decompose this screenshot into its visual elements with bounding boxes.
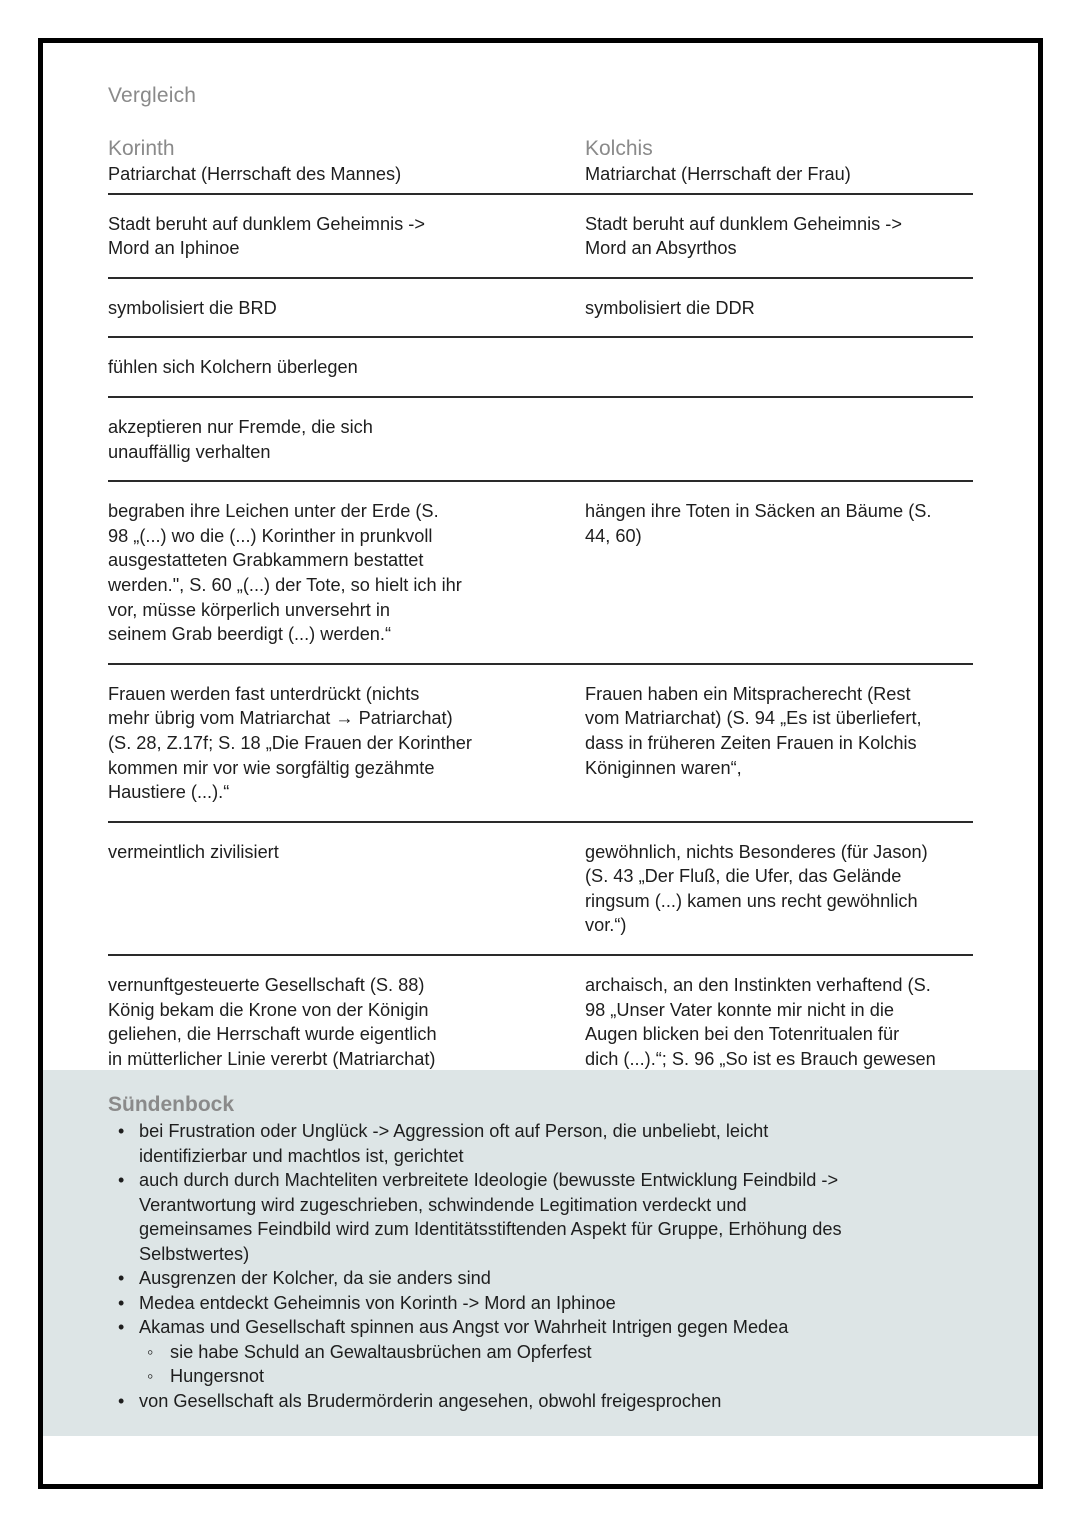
kolchis-cell: Stadt beruht auf dunklem Geheimnis -> Mord an Absyrthos — [585, 213, 902, 259]
kolchis-cell: symbolisiert die DDR — [585, 297, 755, 318]
scapegoat-bullet-text: bei Frustration oder Unglück -> Aggression oft auf Person, die unbeliebt, leicht identifizierbar und machtlos ist, gerichtet — [139, 1121, 769, 1166]
page-title: Vergleich — [108, 84, 197, 107]
scapegoat-sub-list — [139, 1340, 978, 1389]
left-column-header — [108, 136, 585, 187]
comparison-table — [108, 136, 973, 1137]
korinth-cell: fühlen sich Kolchern überlegen — [108, 357, 358, 378]
comparison-row — [108, 338, 973, 398]
comparison-row — [108, 398, 973, 482]
korinth-cell: begraben ihre Leichen unter der Erde (S. 98 „(...) wo die (...) Korinther in prunkvoll ausgestatteten Grabkammern bestattet werden.", S. 60 „(...) der Tote, so hielt ich ihr vor, müsse körperlich unversehrt in seinem Grab beerdigt (...) werden.“ — [108, 501, 462, 645]
right-column-title: Kolchis — [585, 137, 653, 160]
scapegoat-list — [108, 1119, 978, 1413]
left-column-subtitle: Patriarchat (Herrschaft des Mannes) — [108, 164, 402, 184]
comparison-rows — [108, 195, 973, 1137]
scapegoat-bullet — [108, 1168, 978, 1266]
scapegoat-sub-bullet: ◦ Hungersnot — [139, 1364, 978, 1389]
korinth-cell: Frauen werden fast unterdrückt (nichts mehr übrig vom Matriarchat → Patriarchat) (S. 28, Z.17f; S. 18 „Die Frauen der Korinther kommen mir vor wie sorgfältig gezähmte Haustiere (...).“ — [108, 683, 472, 803]
comparison-row — [108, 665, 973, 823]
kolchis-cell: archaisch, an den Instinkten verhaftend (S. 98 „Unser Vater konnte mir nicht in die Augen blicken bei den Totenritualen für dich (...).“; S. 96 „So ist es Brauch gewesen — [585, 975, 936, 1069]
scapegoat-bullet-text: Medea entdeckt Geheimnis von Korinth -> Mord an Iphinoe — [139, 1292, 616, 1313]
scapegoat-sub-bullet: ◦ sie habe Schuld an Gewaltausbrüchen am Opferfest — [139, 1340, 978, 1365]
korinth-cell: vernunftgesteuerte Gesellschaft (S. 88) König bekam die Krone von der Königin geliehen, die Herrschaft wurde eigentlich in mütterlicher Linie vererbt (Matriarchat) — [108, 975, 437, 1069]
korinth-cell: symbolisiert die BRD — [108, 297, 277, 318]
right-column-subtitle: Matriarchat (Herrschaft der Frau) — [585, 164, 851, 184]
scapegoat-bullet — [108, 1119, 978, 1168]
scapegoat-bullet — [108, 1315, 978, 1389]
right-column-header — [585, 136, 973, 187]
scapegoat-bullet-text: auch durch durch Machteliten verbreitete Ideologie (bewusste Entwicklung Feindbild -> Verantwortung wird zugeschrieben, schwindende Legitimation verdeckt und gemeinsames Feindbild wird zum Identitätsstiftenden Aspekt für Gruppe, Erhöhung des Selbstwertes) — [139, 1170, 842, 1264]
comparison-header-row — [108, 136, 973, 195]
scapegoat-bullet — [108, 1266, 978, 1291]
korinth-cell: akzeptieren nur Fremde, die sich unauffällig verhalten — [108, 416, 373, 462]
scapegoat-bullet — [108, 1389, 978, 1414]
comparison-row — [108, 482, 973, 665]
kolchis-cell — [585, 355, 973, 380]
comparison-row — [108, 195, 973, 279]
kolchis-cell: Frauen haben ein Mitspracherecht (Rest vom Matriarchat) (S. 94 „Es ist überliefert, dass in früheren Zeiten Frauen in Kolchis Königinnen waren“, — [585, 683, 922, 778]
comparison-row — [108, 823, 973, 956]
kolchis-cell — [585, 415, 973, 464]
scapegoat-bullet-text: Ausgrenzen der Kolcher, da sie anders sind — [139, 1268, 491, 1288]
left-column-title: Korinth — [108, 137, 175, 160]
korinth-cell: vermeintlich zivilisiert — [108, 841, 279, 862]
comparison-row — [108, 279, 973, 339]
scapegoat-title: Sündenbock — [108, 1093, 235, 1116]
scapegoat-bullet — [108, 1291, 978, 1316]
korinth-cell: Stadt beruht auf dunklem Geheimnis -> Mord an Iphinoe — [108, 213, 425, 259]
kolchis-cell: hängen ihre Toten in Säcken an Bäume (S. 44, 60) — [585, 501, 932, 546]
scapegoat-bullet-text: von Gesellschaft als Brudermörderin angesehen, obwohl freigesprochen — [139, 1390, 722, 1411]
scapegoat-bullet-text: Akamas und Gesellschaft spinnen aus Angst vor Wahrheit Intrigen gegen Medea — [139, 1317, 789, 1337]
kolchis-cell: gewöhnlich, nichts Besonderes (für Jason) (S. 43 „Der Fluß, die Ufer, das Gelände ringsum (...) kamen uns recht gewöhnlich vor.“) — [585, 841, 928, 936]
